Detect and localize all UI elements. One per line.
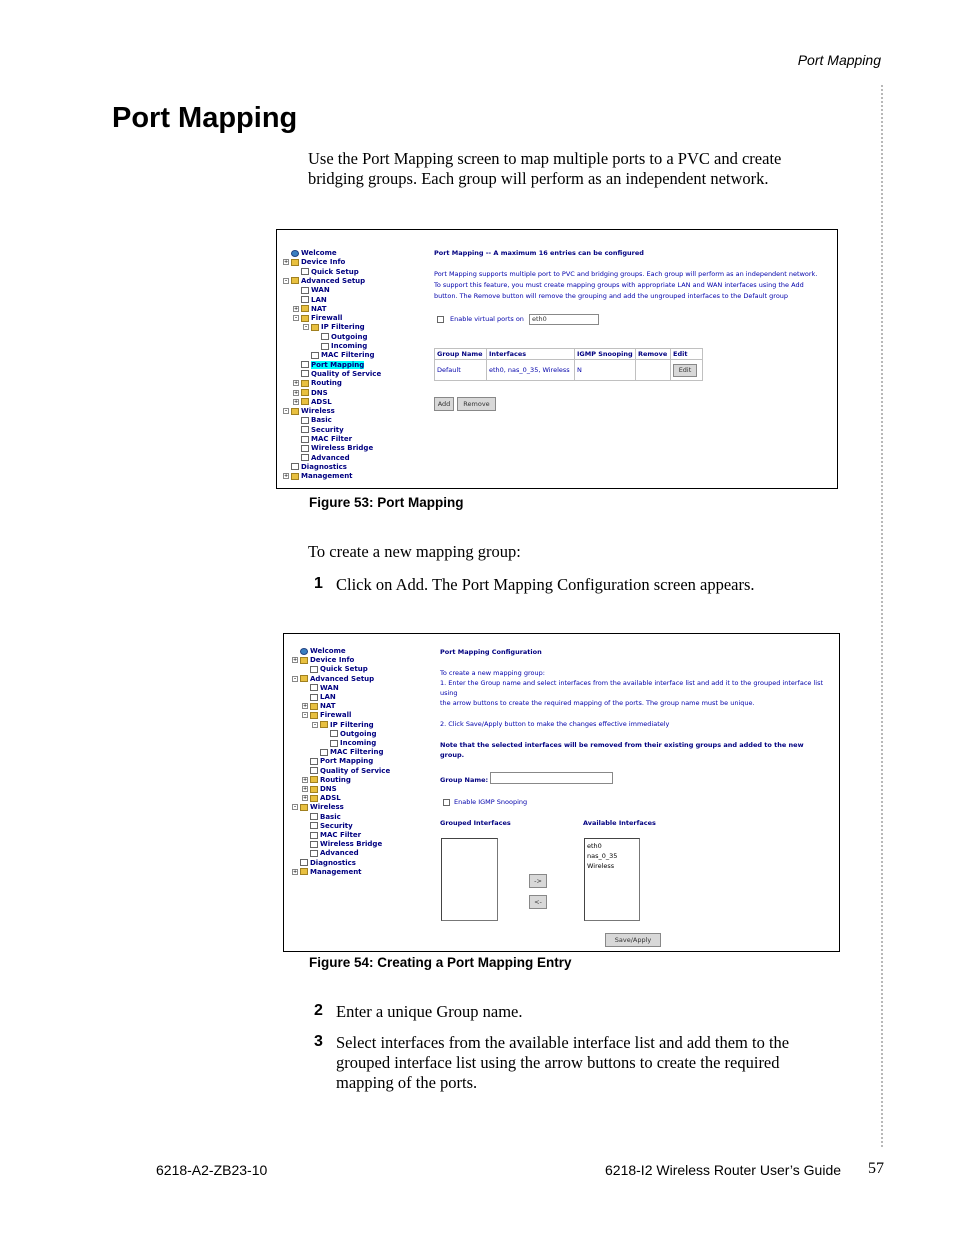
folder-icon [301,389,309,396]
column-header: Edit [671,349,703,360]
tree-item[interactable] [302,822,353,831]
instruction-line: using [440,689,458,697]
tree-item[interactable] [302,711,351,720]
page-icon [310,813,318,820]
side-dotted-rule [881,85,885,1147]
tree-item[interactable] [283,277,365,286]
tree-item-label: Device Info [310,656,355,665]
folder-icon [300,675,308,682]
igmp-snooping-checkbox[interactable] [443,799,450,806]
collapse-icon[interactable]: - [293,804,297,811]
page-icon [301,454,309,461]
folder-icon [310,786,318,793]
page-icon [310,767,318,774]
tree-item-label: Advanced Setup [310,674,375,683]
folder-icon [301,398,309,405]
tree-item-label: Security [311,425,344,434]
tree-item-label: Routing [320,775,351,784]
folder-icon [310,703,318,710]
tree-item-label: Incoming [340,739,377,747]
grouped-interfaces-label: Grouped Interfaces [440,819,511,827]
folder-icon [310,795,318,802]
globe-icon [291,250,299,257]
tree-item-label: MAC Filtering [330,748,384,757]
step-number: 3 [314,1033,323,1050]
page-icon [301,361,309,368]
step-number: 2 [314,1002,323,1019]
expand-icon[interactable]: + [303,786,308,792]
folder-icon [300,657,308,664]
tree-item-label: MAC Filtering [321,351,375,360]
page-icon [310,850,318,857]
tree-item-label: Wireless Bridge [320,840,383,849]
footer-doc-number: 6218-A2-ZB23-10 [156,1162,268,1178]
folder-icon [300,868,308,875]
add-button[interactable]: Add [434,397,454,411]
tree-item-label: WAN [320,683,339,692]
tree-item[interactable] [293,389,328,398]
tree-item[interactable] [313,333,368,342]
page-icon [310,694,318,701]
tree-item[interactable] [283,472,353,481]
list-item[interactable]: nas_0_35 [587,852,618,860]
folder-icon [301,380,309,387]
tree-item-label: ADSL [311,397,332,406]
note-line: Note that the selected interfaces will be removed from their existing groups and added to the new [440,741,804,749]
expand-icon[interactable]: + [294,398,299,405]
tree-item-label: LAN [311,295,327,304]
figure-54-screenshot [283,633,840,952]
tree-item[interactable] [302,693,336,702]
tree-item[interactable] [302,776,351,785]
tree-item[interactable] [322,730,377,739]
step-text: Enter a unique Group name. [336,1002,523,1021]
figure-53-caption: Figure 53: Port Mapping [309,495,464,510]
page-icon [330,740,338,747]
tree-item-label: DNS [320,785,337,793]
tree-item-label: Quality of Service [311,369,382,378]
page-icon [321,343,329,350]
tree-item[interactable] [293,268,359,277]
tree-item[interactable] [292,656,354,665]
tree-item-label: Quick Setup [311,267,359,276]
tree-item-label: ADSL [320,794,341,803]
tree-item[interactable] [283,407,335,416]
tree-item-label: Diagnostics [310,858,356,867]
expand-icon[interactable]: + [294,380,299,387]
grouped-interfaces-list[interactable] [441,838,498,921]
tree-item[interactable] [302,813,341,822]
tree-item[interactable] [292,803,344,812]
tree-item-label: IP Filtering [330,720,374,729]
table-cell [671,360,703,381]
page-icon [301,426,309,433]
collapse-icon[interactable]: - [284,277,288,284]
config-heading: Port Mapping Configuration [440,648,542,656]
table-cell: Default [435,360,487,381]
folder-icon [291,408,299,415]
tree-item[interactable] [303,351,374,360]
page-icon [301,436,309,443]
tree-item-label: Diagnostics [301,462,347,471]
page-icon [321,333,329,340]
footer-guide-title: 6218-I2 Wireless Router User’s Guide [605,1162,842,1178]
column-header: IGMP Snooping [575,349,636,360]
page-icon [300,859,308,866]
step-number: 1 [314,575,323,592]
running-head: Port Mapping [797,52,881,68]
folder-icon [301,315,309,322]
table-cell: eth0, nas_0_35, Wireless [487,360,575,381]
group-name-input[interactable] [490,772,613,784]
expand-icon[interactable]: + [284,473,289,480]
tree-item-label: Port Mapping [311,360,365,369]
step-text: Click on Add. The Port Mapping Configuration screen appears. [336,575,755,594]
folder-icon [300,804,308,811]
tree-item[interactable] [293,426,344,435]
tree-item[interactable] [283,258,345,267]
tree-item[interactable] [293,454,350,463]
tree-item[interactable] [293,286,330,295]
tree-item[interactable] [292,647,346,656]
expand-icon[interactable]: + [294,305,299,312]
tree-item-label: Wireless Bridge [311,444,374,453]
step-text: Select interfaces from the available interface list and add them to the grouped interface list using the arrow buttons to create the required mapping of the ports. [336,1033,790,1092]
tree-item-label: Advanced [311,453,350,462]
tree-item-label: Wireless [310,803,344,812]
page-icon [301,296,309,303]
port-mapping-heading: Port Mapping -- A maximum 16 entries can be configured [434,249,644,257]
page-icon [301,445,309,452]
tree-item-label: MAC Filter [320,831,362,839]
tree-item[interactable] [302,785,337,794]
collapse-icon[interactable]: - [294,315,298,322]
tree-item-label: Firewall [311,314,343,323]
tree-item[interactable] [302,794,341,803]
available-interfaces-list[interactable] [584,838,640,921]
figure-53-screenshot [276,229,838,489]
expand-icon[interactable]: + [284,259,289,266]
folder-icon [310,712,318,719]
tree-item-label: IP Filtering [321,323,365,332]
page-number: 57 [868,1160,884,1177]
tree-item-label: Outgoing [331,332,368,341]
tree-item-label: Port Mapping [320,757,374,766]
tree-item[interactable] [302,840,382,849]
tree-item-label: Advanced Setup [301,276,366,285]
folder-icon [311,324,319,331]
igmp-snooping-label: Enable IGMP Snooping [454,798,528,806]
expand-icon[interactable]: + [303,795,308,802]
list-item[interactable]: Wireless [587,862,615,870]
remove-button[interactable]: Remove [457,397,496,411]
tree-item[interactable] [312,721,374,730]
tree-item-label: Welcome [301,249,337,257]
tree-item[interactable] [303,323,365,332]
tree-item-label: NAT [311,304,327,313]
available-interfaces-label: Available Interfaces [583,819,656,827]
tree-item[interactable] [292,868,362,877]
tree-item-label: Management [301,472,353,481]
column-header: Remove [636,349,671,360]
page-icon [291,463,299,470]
page-icon [320,749,328,756]
enable-virtual-ports-checkbox[interactable] [437,316,444,323]
collapse-icon[interactable]: - [293,675,297,682]
tree-item[interactable] [302,849,359,858]
page-icon [310,666,318,673]
save-apply-button[interactable]: Save/Apply [605,933,661,947]
page-title: Port Mapping [112,102,298,134]
edit-button[interactable]: Edit [673,364,697,377]
tree-item[interactable] [302,757,373,766]
folder-icon [320,721,328,728]
expand-icon[interactable]: + [293,657,298,664]
table-row [435,360,703,381]
page-icon [310,822,318,829]
tree-item[interactable] [302,831,361,840]
page-icon [310,841,318,848]
table-cell: N [575,360,636,381]
tree-item[interactable] [293,444,373,453]
tree-item-label: MAC Filter [311,435,353,443]
tree-item[interactable] [302,684,339,693]
tree-item[interactable] [293,416,332,425]
tree-item[interactable] [292,859,356,868]
create-intro: To create a new mapping group: [308,542,521,561]
tree-item-label: Wireless [301,407,335,416]
tree-item[interactable] [293,435,352,444]
folder-icon [291,473,299,480]
page-icon [301,417,309,424]
port-mapping-table [434,348,703,381]
tree-item-label: Outgoing [340,729,377,738]
folder-icon [291,259,299,266]
tree-item-label: Quick Setup [320,665,368,674]
list-item[interactable]: eth0 [587,842,602,850]
collapse-icon[interactable]: - [284,408,288,415]
tree-item-label: DNS [311,388,328,397]
tree-item-label: LAN [320,693,336,701]
folder-icon [301,305,309,312]
tree-item-label: Advanced [320,849,359,858]
tree-item-label: Device Info [301,258,346,267]
tree-item-label: NAT [320,702,336,711]
expand-icon[interactable]: + [303,776,308,783]
tree-item-label: Welcome [310,647,346,655]
folder-icon [291,277,299,284]
desc-line: button. The Remove button will remove the grouping and add the ungrouped interfaces to the Default group [434,292,789,300]
tree-item[interactable] [312,748,383,757]
table-cell [636,360,671,381]
tree-item-label: Basic [311,416,332,425]
move-right-button[interactable]: -> [529,874,547,888]
group-name-label: Group Name: [440,776,489,784]
tree-item-label: WAN [311,286,330,295]
column-header: Interfaces [487,349,575,360]
page-icon [301,370,309,377]
page-icon [310,758,318,765]
tree-item-label: Management [310,867,362,876]
collapse-icon[interactable]: - [303,712,307,719]
tree-item[interactable] [293,379,342,388]
tree-item[interactable] [313,342,367,351]
tree-item[interactable] [293,398,332,407]
intro-paragraph: Use the Port Mapping screen to map multiple ports to a PVC and create bridging groups. Each group will perform as an independent network. [308,149,782,188]
tree-item[interactable] [302,702,336,711]
tree-item-label: Incoming [331,342,368,350]
instruction-line: the arrow buttons to create the required mapping of the ports. The group name must be unique. [440,699,755,707]
expand-icon[interactable]: + [294,389,299,396]
note-line: group. [440,751,465,759]
virtual-ports-input[interactable]: eth0 [529,314,599,325]
tree-item[interactable] [293,296,327,305]
tree-item[interactable] [293,305,327,314]
tree-item[interactable] [293,314,342,323]
tree-item[interactable] [283,463,347,472]
move-left-button[interactable]: <- [529,895,547,909]
instruction-line: 2. Click Save/Apply button to make the changes effective immediately [440,720,670,728]
tree-item-label: Routing [311,379,342,388]
page-icon [310,832,318,839]
expand-icon[interactable]: + [303,703,308,710]
desc-line: To support this feature, you must create mapping groups with appropriate LAN and WAN interfaces using the Add [434,281,804,289]
tree-item[interactable] [322,739,376,748]
tree-item-label: Quality of Service [320,766,391,775]
figure-54-caption: Figure 54: Creating a Port Mapping Entry [309,955,572,970]
instruction-line: 1. Enter the Group name and select interfaces from the available interface list and add it to the grouped interface list [440,679,823,687]
page-icon [301,268,309,275]
instruction-line: To create a new mapping group: [440,669,545,677]
tree-item[interactable] [292,675,374,684]
expand-icon[interactable]: + [293,868,298,875]
page-icon [310,684,318,691]
folder-icon [310,776,318,783]
globe-icon [300,648,308,655]
tree-item[interactable] [302,665,368,674]
tree-item[interactable] [283,249,337,258]
column-header: Group Name [435,349,487,360]
page-icon [311,352,319,359]
tree-item[interactable] [293,361,364,370]
tree-item-label: Basic [320,812,341,821]
page-icon [330,730,338,737]
tree-item-label: Firewall [320,711,352,720]
collapse-icon[interactable]: - [304,324,308,331]
collapse-icon[interactable]: - [313,721,317,728]
desc-line: Port Mapping supports multiple port to PVC and bridging groups. Each group will perform as an independent network. [434,270,818,278]
page-icon [301,287,309,294]
enable-virtual-ports-label: Enable virtual ports on [450,315,524,323]
tree-item[interactable] [302,767,390,776]
tree-item[interactable] [293,370,381,379]
tree-item-label: Security [320,821,353,830]
